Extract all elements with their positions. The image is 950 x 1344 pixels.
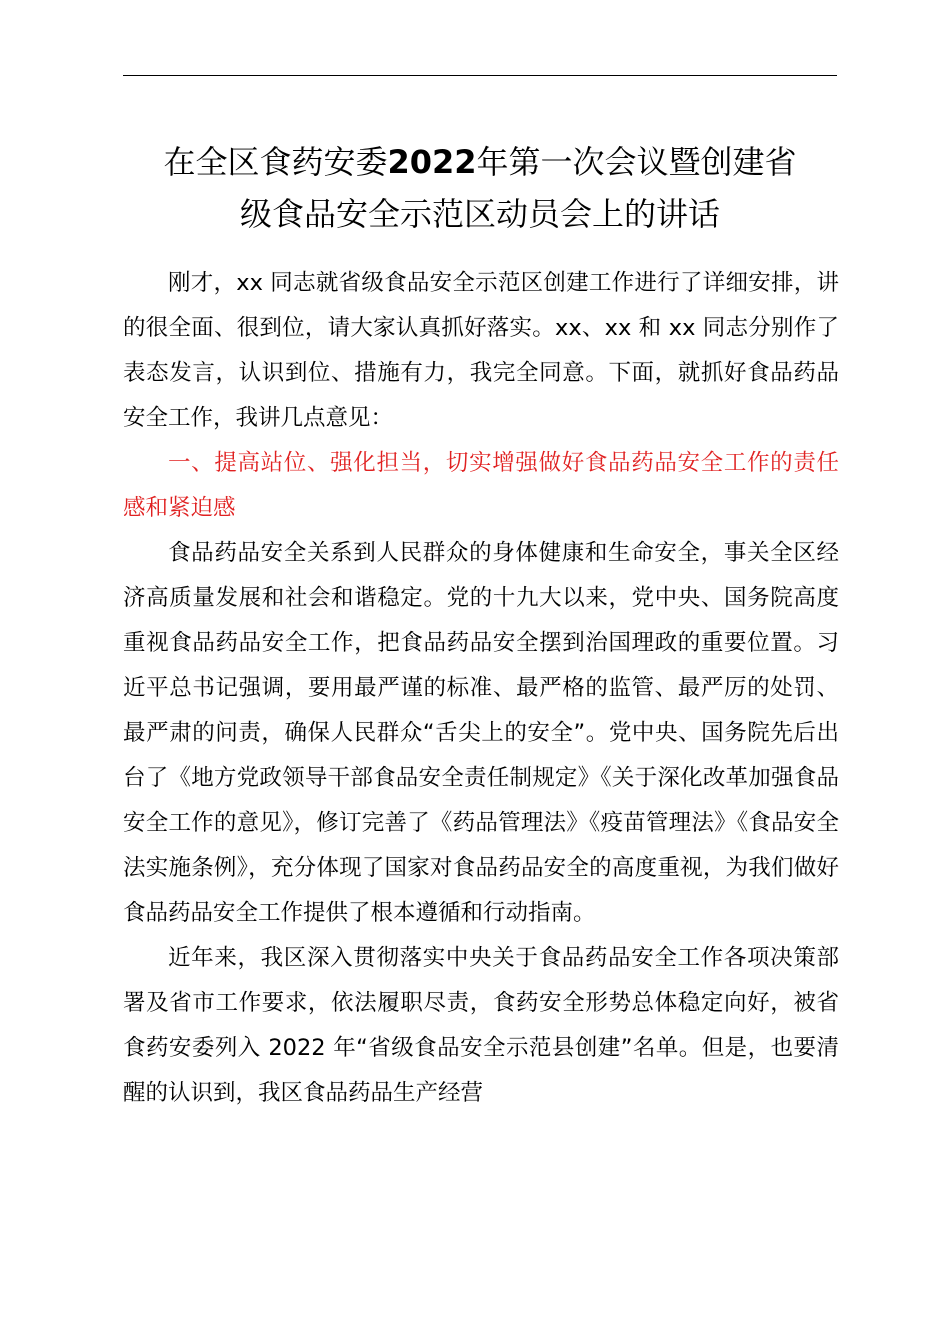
paragraph-recent-years: 近年来，我区深入贯彻落实中央关于食品药品安全工作各项决策部署及省市工作要求，依法履职尽责，食药安全形势总体稳定向好，被省食药安委列入 2022 年“省级食品安全示范县创建”名单。但是，也要清醒的认识到，我区食品药品生产经营	[123, 945, 839, 1106]
document-title	[115, 136, 845, 240]
paragraph-intro: 刚才，xx 同志就省级食品安全示范区创建工作进行了详细安排，讲的很全面、很到位，请大家认真抓好落实。xx、xx 和 xx 同志分别作了表态发言，认识到位、措施有力，我完全同意。下面，就抓好食品药品安全工作，我讲几点意见：	[123, 270, 839, 431]
document-body	[123, 261, 839, 1116]
header-rule	[123, 75, 837, 76]
paragraph-importance: 食品药品安全关系到人民群众的身体健康和生命安全，事关全区经济高质量发展和社会和谐稳定。党的十九大以来，党中央、国务院高度重视食品药品安全工作，把食品药品安全摆到治国理政的重要位置。习近平总书记强调，要用最严谨的标准、最严格的监管、最严厉的处罚、最严肃的问责，确保人民群众“舌尖上的安全”。党中央、国务院先后出台了《地方党政领导干部食品安全责任制规定》《关于深化改革加强食品安全工作的意见》，修订完善了《药品管理法》《疫苗管理法》《食品安全法实施条例》，充分体现了国家对食品药品安全的高度重视，为我们做好食品药品安全工作提供了根本遵循和行动指南。	[123, 540, 839, 926]
title-line1-pre: 在全区食药安委	[163, 143, 388, 181]
title-line1-post: 年第一次会议暨创建省	[476, 143, 797, 181]
title-line2: 级食品安全示范区动员会上的讲话	[239, 195, 720, 233]
section-heading-1: 一、提高站位、强化担当，切实增强做好食品药品安全工作的责任感和紧迫感	[123, 450, 839, 521]
title-year: 2022	[387, 143, 477, 181]
